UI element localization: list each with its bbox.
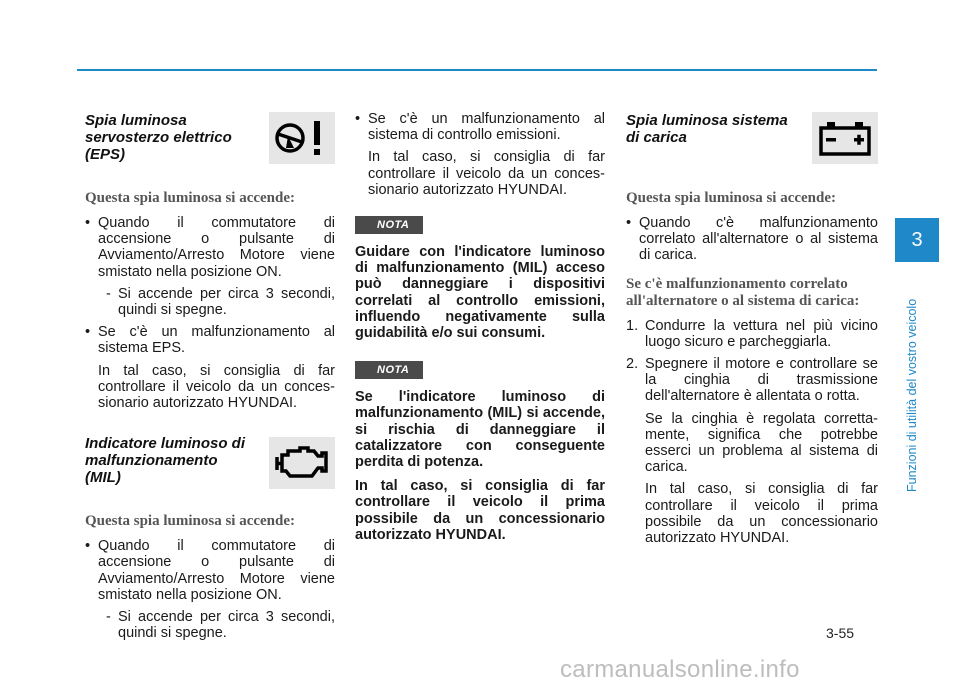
column-2 [355, 108, 605, 551]
eps-paragraph: In tal caso, si consiglia di far controllare il veicolo da un conces- sionario autorizzato HYUNDAI. [98, 362, 335, 412]
engine-check-icon [269, 437, 335, 489]
nota-badge-1: NOTA [355, 216, 423, 234]
mil-bullet-1: • Quando il commutatore di accensione o pulsante di Avviamento/Arresto Motore viene smistato nella posizione ON. [85, 538, 335, 603]
emission-bullet: • Se c'è un malfunzionamento al sistema di controllo emissioni. [355, 111, 605, 143]
emission-paragraph: In tal caso, si consiglia di far controllare il veicolo da un conces- sionario autorizzato HYUNDAI. [368, 149, 605, 198]
nota-badge-2: NOTA [355, 361, 423, 379]
eps-heading: Spia luminosa servosterzo elettrico (EPS) [85, 112, 232, 163]
page-number: 3-55 [826, 625, 855, 641]
eps-bullet-1: • Quando il commutatore di accensione o pulsante di Avviamento/Arresto Motore viene smistato nella posizione ON. [85, 215, 335, 280]
mil-heading: Indicatore luminoso di malfunzionamento (MIL) [85, 435, 246, 487]
column-3 [626, 108, 878, 552]
eps-dash-1: - Si accende per circa 3 secondi, quindi si spegne. [98, 286, 335, 318]
charge-step-2: 2. Spegnere il motore e controllare se la cinghia di trasmissione dell'alternatore è allentata o rotta. [626, 356, 878, 405]
charge-step-1: 1. Condurre la vettura nel più vicino luogo sicuro e parcheggiarla. [626, 317, 878, 350]
watermark: carmanualsonline.info [560, 656, 800, 683]
mil-subheading: Questa spia luminosa si accende: [85, 513, 296, 530]
charge-paragraph-1: Se la cinghia è regolata corretta- mente, significa che potrebbe esserci un problema al sistema di carica. [645, 410, 878, 476]
mil-section-header [85, 435, 335, 505]
nota-2-text-1: Se l'indicatore luminoso di malfunzionamento (MIL) si accende, si rischia di danneggiare il catalizzatore con conseguente perdita di potenza. [355, 389, 605, 471]
charge-subheading-2: Se c'è malfunzionamento correlato all'alternatore o al sistema di carica: [626, 275, 860, 309]
chapter-title: Funzioni di utilità del vostro veicolo [905, 298, 919, 492]
steering-warning-icon [269, 112, 335, 164]
charge-bullet: • Quando c'è malfunzionamento correlato all'alternatore o al sistema di carica. [626, 215, 878, 264]
charge-subheading: Questa spia luminosa si accende: [626, 190, 837, 206]
charge-paragraph-2: In tal caso, si consiglia di far controllare il veicolo il prima possibile da un concessionario autorizzato HYUNDAI. [645, 481, 878, 547]
battery-icon [812, 112, 878, 164]
eps-subheading: Questa spia luminosa si accende: [85, 190, 296, 206]
charge-section-header [626, 112, 878, 182]
column-1 [85, 108, 335, 647]
chapter-number-badge: 3 [895, 218, 939, 262]
nota-1-text: Guidare con l'indicatore luminoso di malfunzionamento (MIL) acceso può danneggiare i dispositivi correlati al controllo emissioni, influendo negativamente sulla guidabilità e/o sui consumi. [355, 244, 605, 342]
mil-dash-1: - Si accende per circa 3 secondi, quindi si spegne. [98, 609, 335, 641]
header-rule [77, 69, 877, 71]
nota-2-text-2: In tal caso, si consiglia di far controllare il veicolo il prima possibile da un concessionario autorizzato HYUNDAI. [355, 478, 605, 543]
eps-section-header [85, 112, 335, 182]
eps-bullet-2: • Se c'è un malfunzionamento al sistema EPS. [85, 324, 335, 356]
charge-heading: Spia luminosa sistema di carica [626, 112, 788, 146]
